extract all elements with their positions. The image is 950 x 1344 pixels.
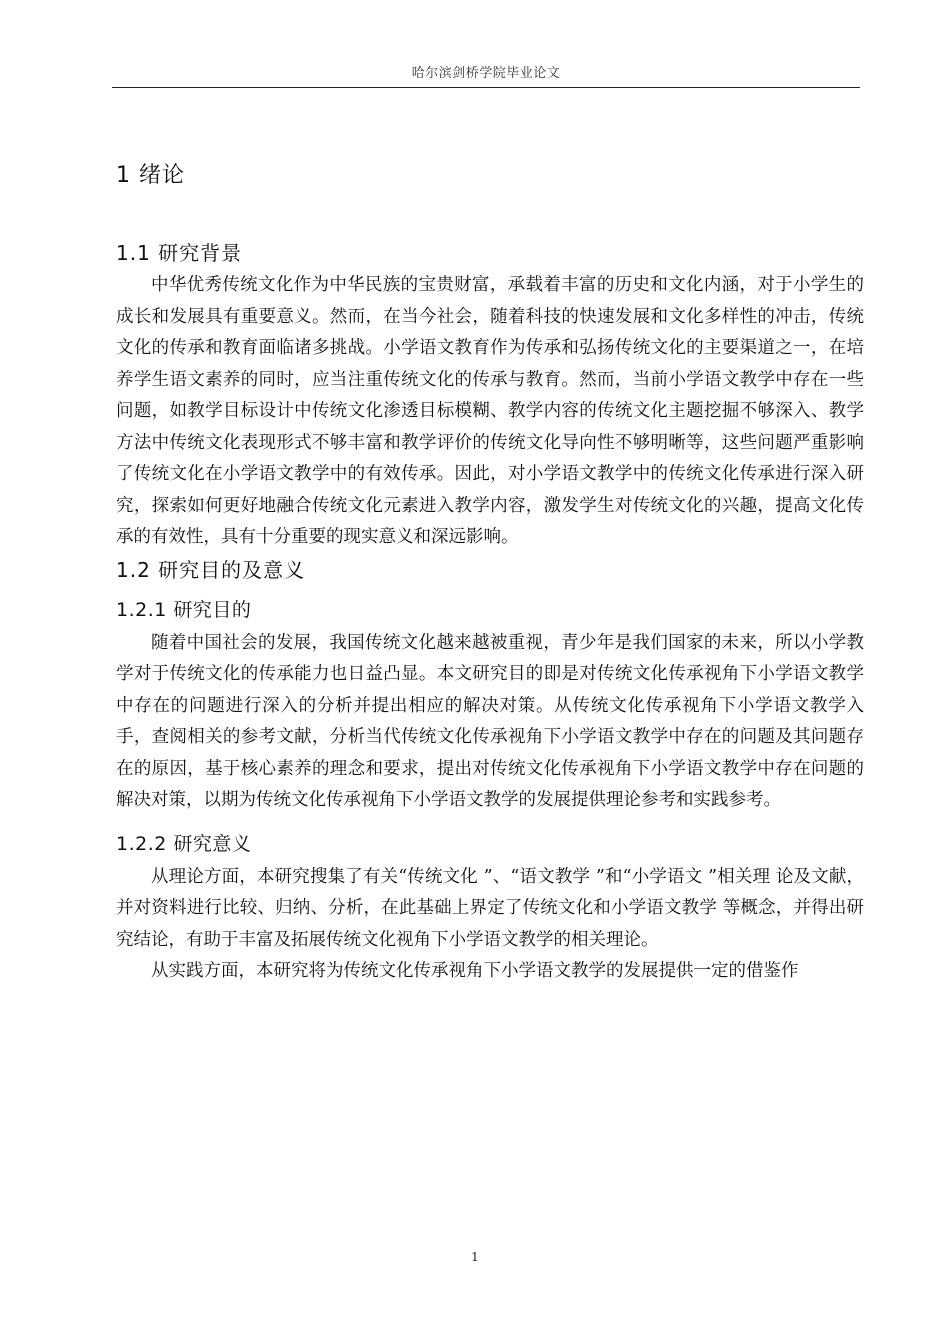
- chapter-title: 1 绪论: [116, 163, 185, 188]
- page-body: [116, 158, 864, 988]
- subsection-heading-purpose: 1.2.1 研究目的: [116, 598, 252, 621]
- subsection-heading-significance: 1.2.2 研究意义: [116, 832, 252, 855]
- paragraph-background: 中华优秀传统文化作为中华民族的宝贵财富，承载着丰富的历史和文化内涵，对于小学生的成长和发展具有重要意义。然而，在当今社会，随着科技的快速发展和文化多样性的冲击，传统文化的传承和教育面临诸多挑战。小学语文教育作为传承和弘扬传统文化的主要渠道之一，在培养学生语文素养的同时，应当注重传统文化的传承与教育。然而，当前小学语文教学中存在一些问题，如教学目标设计中传统文化渗透目标模糊、教学内容的传统文化主题挖掘不够深入、教学方法中传统文化表现形式不够丰富和教学评价的传统文化导向性不够明晰等，这些问题严重影响了传统文化在小学语文教学中的有效传承。因此，对小学语文教学中的传统文化传承进行深入研究，探索如何更好地融合传统文化元素进入教学内容，激发学生对传统文化的兴趣，提高文化传承的有效性，具有十分重要的现实意义和深远影响。: [116, 275, 864, 547]
- page-header: 哈尔滨剑桥学院毕业论文: [411, 66, 561, 81]
- paragraph-significance-theory: 从理论方面，本研究搜集了有关“传统文化 ”、“语文教学 ”和“小学语文 ”相关理 论及文献，并对资料进行比较、归纳、分析，在此基础上界定了传统文化和小学语文教学 等概念，并得出研究结论，有助于丰富及拓展传统文化视角下小学语文教学的相关理论。: [116, 866, 864, 950]
- header-rule: [112, 87, 860, 88]
- paragraph-significance-practice: 从实践方面，本研究将为传统文化传承视角下小学语文教学的发展提供一定的借鉴作: [151, 961, 799, 981]
- page-number: 1: [471, 1250, 479, 1264]
- section-heading-background: 1.1 研究背景: [116, 241, 243, 265]
- section-heading-purpose-significance: 1.2 研究目的及意义: [116, 557, 306, 582]
- paragraph-purpose: 随着中国社会的发展，我国传统文化越来越被重视，青少年是我们国家的未来，所以小学教学对于传统文化的传承能力也日益凸显。本文研究目的即是对传统文化传承视角下小学语文教学中存在的问题进行深入的分析并提出相应的解决对策。从传统文化传承视角下小学语文教学入手，查阅相关的参考文献，分析当代传统文化传承视角下小学语文教学中存在的问题及其问题存在的原因，基于核心素养的理念和要求，提出对传统文化传承视角下小学语文教学中存在问题的解决对策，以期为传统文化传承视角下小学语文教学的发展提供理论参考和实践参考。: [116, 632, 864, 810]
